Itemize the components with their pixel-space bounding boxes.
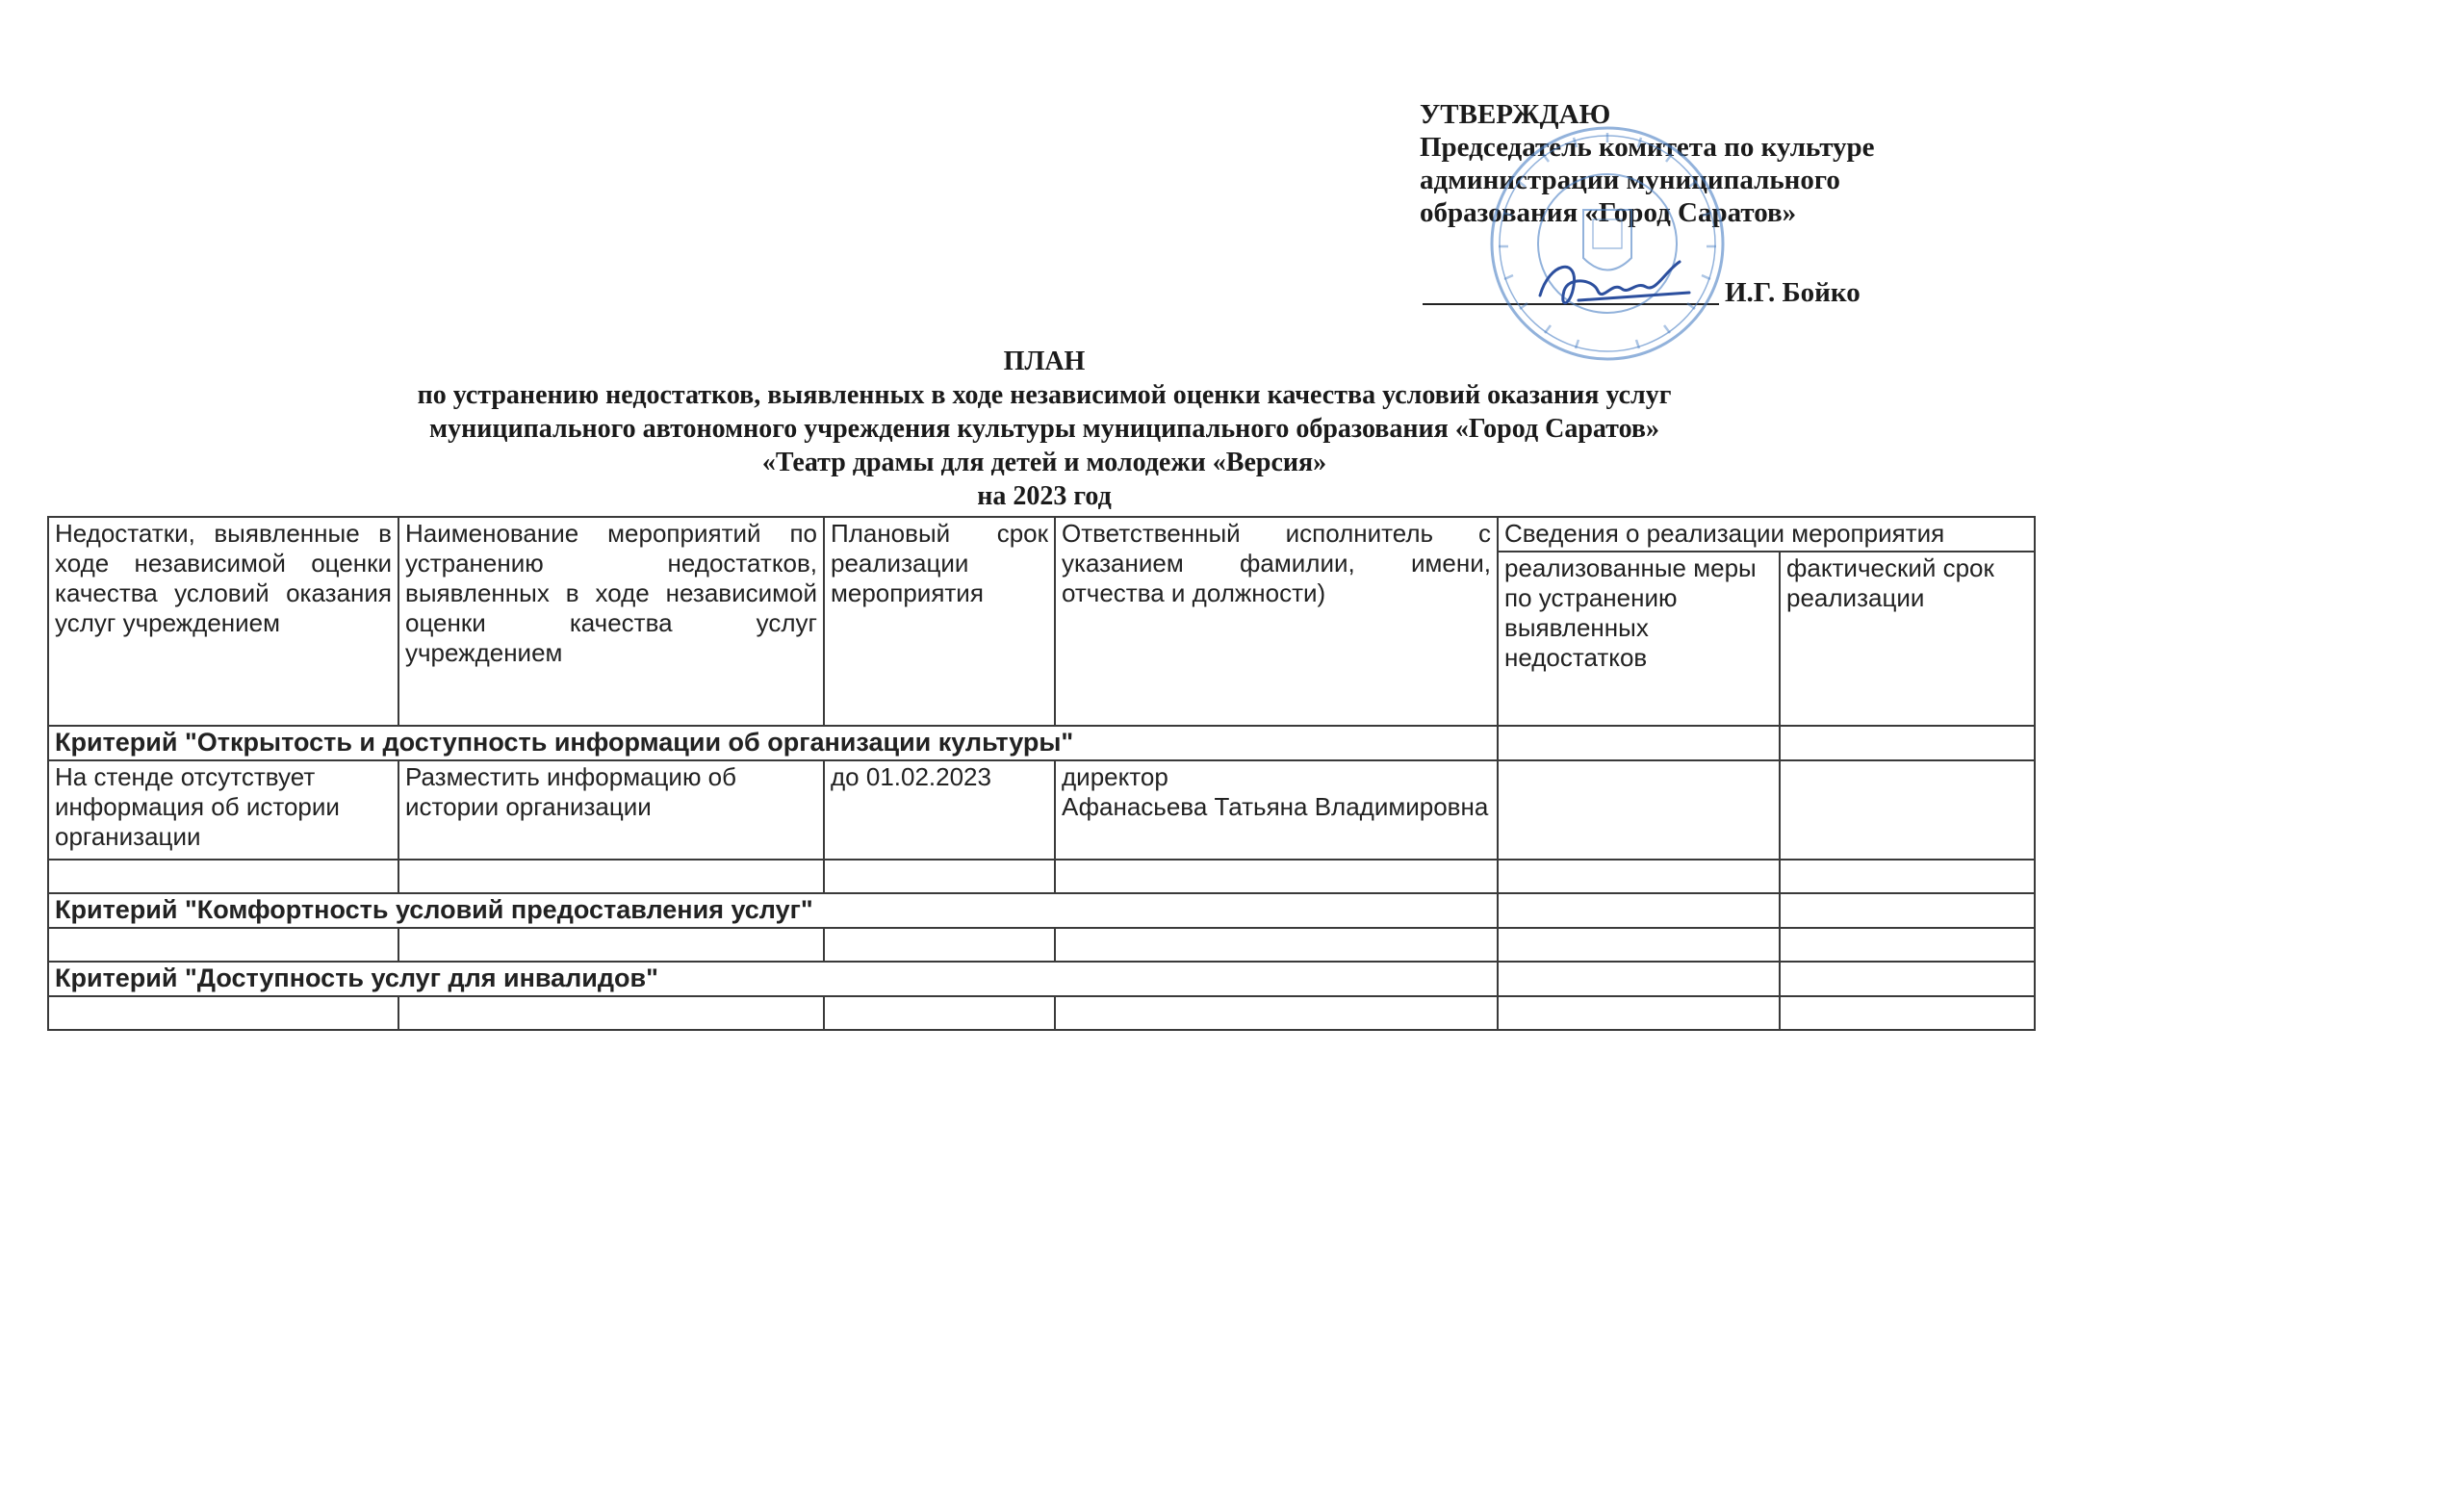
approval-line: Председатель комитета по культуре	[1420, 132, 1875, 163]
table-cell	[1055, 928, 1498, 962]
plan-table	[47, 516, 2036, 1031]
approval-signer: И.Г. Бойко	[1725, 277, 1861, 308]
table-cell	[1780, 928, 2035, 962]
table-cell	[1498, 928, 1780, 962]
criterion-title: Критерий "Доступность услуг для инвалидов"	[48, 962, 1498, 996]
measure-cell: Разместить информацию об истории организации	[398, 760, 824, 860]
table-cell	[398, 860, 824, 893]
implemented-cell	[1498, 760, 1780, 860]
table-cell	[1498, 962, 1780, 996]
header-implemented-measures: реализованные меры по устранению выявленных недостатков	[1498, 552, 1780, 726]
table-cell	[1780, 996, 2035, 1030]
approval-heading: УТВЕРЖДАЮ	[1420, 99, 1611, 130]
title-line: муниципального автономного учреждения культуры муниципального образования «Город Саратов»	[429, 414, 1659, 444]
table-row	[48, 760, 2035, 860]
header-planned-deadline: Плановый срок реализации мероприятия	[824, 517, 1055, 726]
table-cell	[824, 928, 1055, 962]
header-implementation-group: Сведения о реализации мероприятия	[1498, 517, 2035, 552]
criterion-row	[48, 726, 2035, 760]
table-cell	[1498, 860, 1780, 893]
table-cell	[1498, 996, 1780, 1030]
table-cell	[824, 996, 1055, 1030]
criterion-row	[48, 962, 2035, 996]
criterion-row	[48, 893, 2035, 928]
handwritten-signature	[1521, 252, 1704, 320]
title-line: по устранению недостатков, выявленных в ходе независимой оценки качества условий оказания услуг	[417, 380, 1672, 410]
table-cell	[1055, 860, 1498, 893]
table-cell	[1498, 893, 1780, 928]
table-cell	[398, 928, 824, 962]
table-cell	[1780, 962, 2035, 996]
table-cell	[398, 996, 824, 1030]
table-header-row	[48, 517, 2035, 552]
responsible-position: директор	[1062, 762, 1168, 791]
criterion-title: Критерий "Комфортность условий предоставления услуг"	[48, 893, 1498, 928]
table-cell	[1055, 996, 1498, 1030]
title-line: «Театр драмы для детей и молодежи «Версия»	[761, 448, 1327, 477]
approval-line: администрации муниципального	[1420, 165, 1840, 195]
deadline-cell: до 01.02.2023	[824, 760, 1055, 860]
responsible-name: Афанасьева Татьяна Владимировна	[1062, 792, 1489, 821]
header-measures: Наименование мероприятий по устранению недостатков, выявленных в ходе независимой оценки качества услуг учреждением	[398, 517, 824, 726]
document-title	[337, 345, 1752, 513]
table-cell	[48, 996, 398, 1030]
header-actual-date: фактический срок реализации	[1780, 552, 2035, 726]
official-stamp	[1487, 123, 1728, 364]
table-cell	[48, 928, 398, 962]
title-heading: ПЛАН	[1003, 347, 1086, 376]
table-row	[48, 860, 2035, 893]
approval-line: образования «Город Саратов»	[1420, 197, 1797, 228]
criterion-title: Критерий "Открытость и доступность информации об организации культуры"	[48, 726, 1498, 760]
deficiency-cell: На стенде отсутствует информация об истории организации	[48, 760, 398, 860]
table-cell	[48, 860, 398, 893]
table-row	[48, 928, 2035, 962]
actual-date-cell	[1780, 760, 2035, 860]
table-cell	[1780, 893, 2035, 928]
table-cell	[1780, 860, 2035, 893]
responsible-cell	[1055, 760, 1498, 860]
title-line: на 2023 год	[977, 481, 1112, 511]
table-cell	[1780, 726, 2035, 760]
header-responsible: Ответственный исполнитель с указанием фамилии, имени, отчества и должности)	[1055, 517, 1498, 726]
table-cell	[1498, 726, 1780, 760]
table-row	[48, 996, 2035, 1030]
table-cell	[824, 860, 1055, 893]
header-deficiencies: Недостатки, выявленные в ходе независимой оценки качества условий оказания услуг учреждением	[48, 517, 398, 726]
